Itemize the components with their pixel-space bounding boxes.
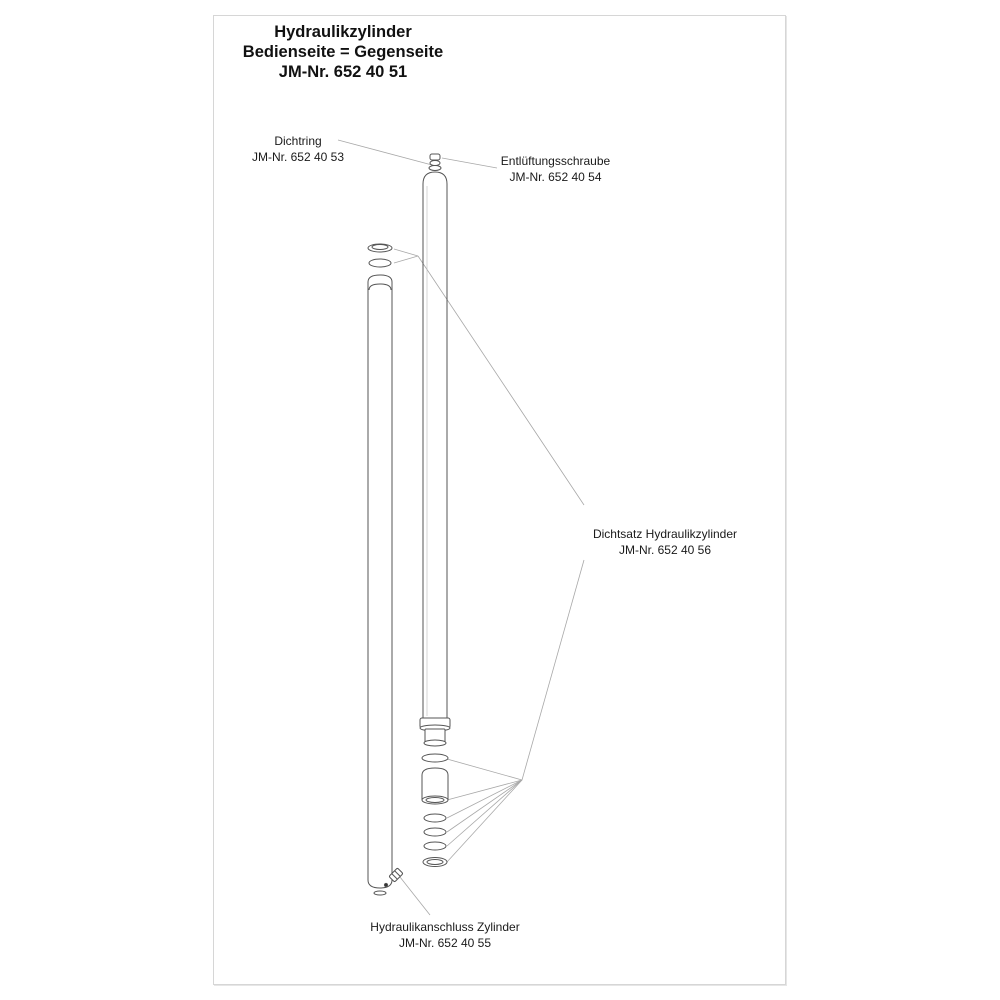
title-line-3: JM-Nr. 652 40 51 xyxy=(278,63,408,81)
part-number: JM-Nr. 652 40 55 xyxy=(398,936,492,950)
cylinder-tube xyxy=(420,154,450,746)
part-label-dichtring xyxy=(238,133,358,165)
part-label-dichtsatz xyxy=(565,526,765,558)
part-name: Dichtring xyxy=(274,134,322,148)
part-number: JM-Nr. 652 40 53 xyxy=(251,150,345,164)
part-number: JM-Nr. 652 40 54 xyxy=(509,170,602,184)
seal-kit-lower xyxy=(422,754,448,867)
part-number: JM-Nr. 652 40 56 xyxy=(618,543,712,557)
seal-rings-top xyxy=(368,244,392,267)
part-name: Dichtsatz Hydraulikzylinder xyxy=(592,527,738,541)
piston-rod xyxy=(368,275,403,895)
title-line-1: Hydraulikzylinder xyxy=(274,23,412,41)
part-name: Entlüftungsschraube xyxy=(500,154,611,168)
part-label-hydraulikanschluss xyxy=(345,919,545,951)
part-name: Hydraulikanschluss Zylinder xyxy=(370,920,520,934)
title-line-2: Bedienseite = Gegenseite xyxy=(242,43,444,61)
part-label-entlueftungsschraube xyxy=(488,153,623,185)
leader-lines xyxy=(338,140,584,915)
